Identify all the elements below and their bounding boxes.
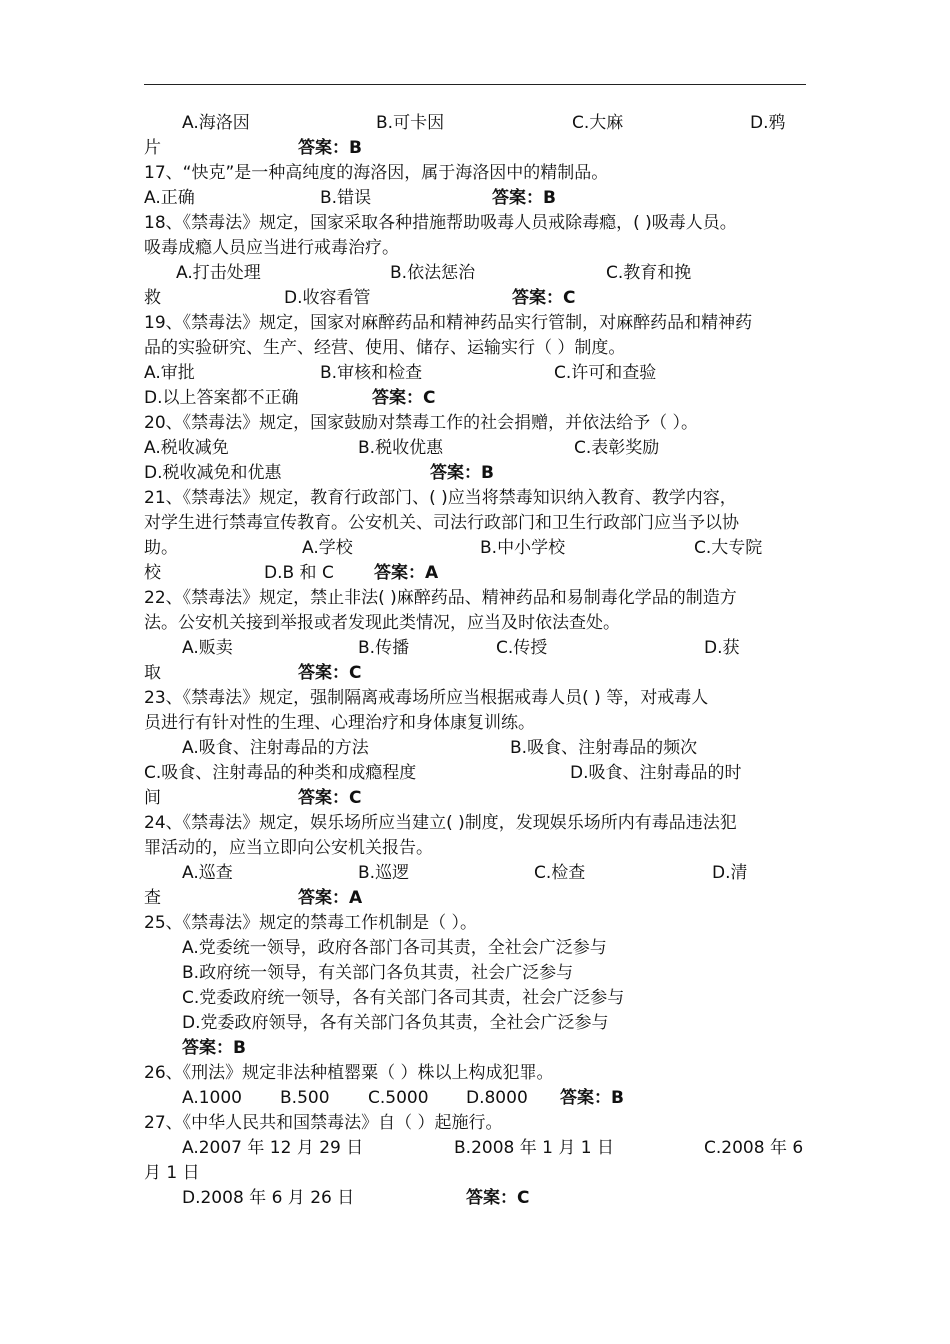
text-line: 查 [144,888,161,908]
text-line: C.大麻 [572,113,624,133]
text-line: D.党委政府领导，各有关部门各负其责，全社会广泛参与 [182,1013,609,1033]
text-line: C.吸食、注射毒品的种类和成瘾程度 [144,763,417,783]
text-line: 对学生进行禁毒宣传教育。公安机关、司法行政部门和卫生行政部门应当予以协 [144,513,739,533]
text-line: 校 [144,563,161,583]
text-line: 21、《禁毒法》规定，教育行政部门、( )应当将禁毒知识纳入教育、教学内容， [144,488,737,508]
text-line: 法。公安机关接到举报或者发现此类情况，应当及时依法查处。 [144,613,620,633]
text-line: 19、《禁毒法》规定，国家对麻醉药品和精神药品实行管制，对麻醉药品和精神药 [144,313,753,333]
text-line: B.政府统一领导，有关部门各负其责，社会广泛参与 [182,963,574,983]
text-line: 吸毒成瘾人员应当进行戒毒治疗。 [144,238,399,258]
text-line: C.教育和挽 [606,263,692,283]
text-line: B.错误 [320,188,372,208]
text-line: B.传播 [358,638,410,658]
text-line: 片 [144,138,161,158]
header-rule [144,84,806,85]
text-line: D.清 [712,863,748,883]
text-line: 助。 [144,538,178,558]
text-line: A.党委统一领导，政府各部门各司其责，全社会广泛参与 [182,938,607,958]
text-line: 26、《刑法》规定非法种植罂粟（ ）株以上构成犯罪。 [144,1063,554,1083]
text-line: D.收容看管 [284,288,371,308]
answer-text: 答案：A [374,563,439,583]
text-line: D.以上答案都不正确 [144,388,299,408]
text-line: C.2008 年 6 [704,1138,804,1158]
text-line: 18、《禁毒法》规定，国家采取各种措施帮助吸毒人员戒除毒瘾，( )吸毒人员。 [144,213,737,233]
text-line: 23、《禁毒法》规定，强制隔离戒毒场所应当根据戒毒人员( ) 等，对戒毒人 [144,688,709,708]
text-line: C.大专院 [694,538,763,558]
answer-text: 答案：B [560,1088,624,1108]
text-line: 员进行有针对性的生理、心理治疗和身体康复训练。 [144,713,535,733]
text-line: D.2008 年 6 月 26 日 [182,1188,355,1208]
text-line: A.吸食、注射毒品的方法 [182,738,369,758]
text-line: 救 [144,288,161,308]
text-line: 27、《中华人民共和国禁毒法》自（ ）起施行。 [144,1113,503,1133]
text-line: A.税收减免 [144,438,229,458]
text-line: C.5000 [368,1088,429,1108]
answer-text: 答案：C [512,288,576,308]
text-line: A.审批 [144,363,195,383]
answer-text: 答案：C [298,788,362,808]
text-line: A.海洛因 [182,113,250,133]
text-line: 罪活动的，应当立即向公安机关报告。 [144,838,433,858]
answer-text: 答案：B [298,138,362,158]
text-line: B.可卡因 [376,113,445,133]
text-line: B.500 [280,1088,330,1108]
text-line: B.2008 年 1 月 1 日 [454,1138,614,1158]
text-line: B.税收优惠 [358,438,444,458]
text-line: D.税收减免和优惠 [144,463,282,483]
text-line: D.鸦 [750,113,786,133]
text-line: A.2007 年 12 月 29 日 [182,1138,364,1158]
answer-text: 答案：C [298,663,362,683]
text-line: 25、《禁毒法》规定的禁毒工作机制是（ ）。 [144,913,478,933]
text-line: C.党委政府统一领导，各有关部门各司其责，社会广泛参与 [182,988,625,1008]
answer-text: 答案：B [492,188,556,208]
text-line: 品的实验研究、生产、经营、使用、储存、运输实行（ ）制度。 [144,338,626,358]
text-line: A.打击处理 [176,263,261,283]
text-line: C.表彰奖励 [574,438,660,458]
answer-text: 答案：A [298,888,363,908]
text-line: 22、《禁毒法》规定，禁止非法( )麻醉药品、精神药品和易制毒化学品的制造方 [144,588,737,608]
text-line: A.贩卖 [182,638,233,658]
answer-text: 答案：C [372,388,436,408]
text-line: C.传授 [496,638,548,658]
answer-text: 答案：B [182,1038,246,1058]
answer-text: 答案：B [430,463,494,483]
answer-text: 答案：C [466,1188,530,1208]
text-line: A.1000 [182,1088,242,1108]
text-line: B.吸食、注射毒品的频次 [510,738,698,758]
text-line: 间 [144,788,161,808]
text-line: 24、《禁毒法》规定，娱乐场所应当建立( )制度，发现娱乐场所内有毒品违法犯 [144,813,737,833]
text-line: A.巡查 [182,863,233,883]
text-line: 20、《禁毒法》规定，国家鼓励对禁毒工作的社会捐赠，并依法给予（ ）。 [144,413,699,433]
text-line: B.依法惩治 [390,263,476,283]
text-line: A.学校 [302,538,353,558]
text-line: C.许可和查验 [554,363,657,383]
text-line: 17、“快克”是一种高纯度的海洛因，属于海洛因中的精制品。 [144,163,609,183]
text-line: D.吸食、注射毒品的时 [570,763,742,783]
text-line: B.审核和检查 [320,363,423,383]
text-line: B.巡逻 [358,863,410,883]
text-line: D.获 [704,638,740,658]
text-line: 月 1 日 [144,1163,200,1183]
text-line: D.B 和 C [264,563,334,583]
text-line: D.8000 [466,1088,528,1108]
text-line: B.中小学校 [480,538,566,558]
text-line: C.检查 [534,863,586,883]
text-line: A.正确 [144,188,195,208]
text-line: 取 [144,663,161,683]
